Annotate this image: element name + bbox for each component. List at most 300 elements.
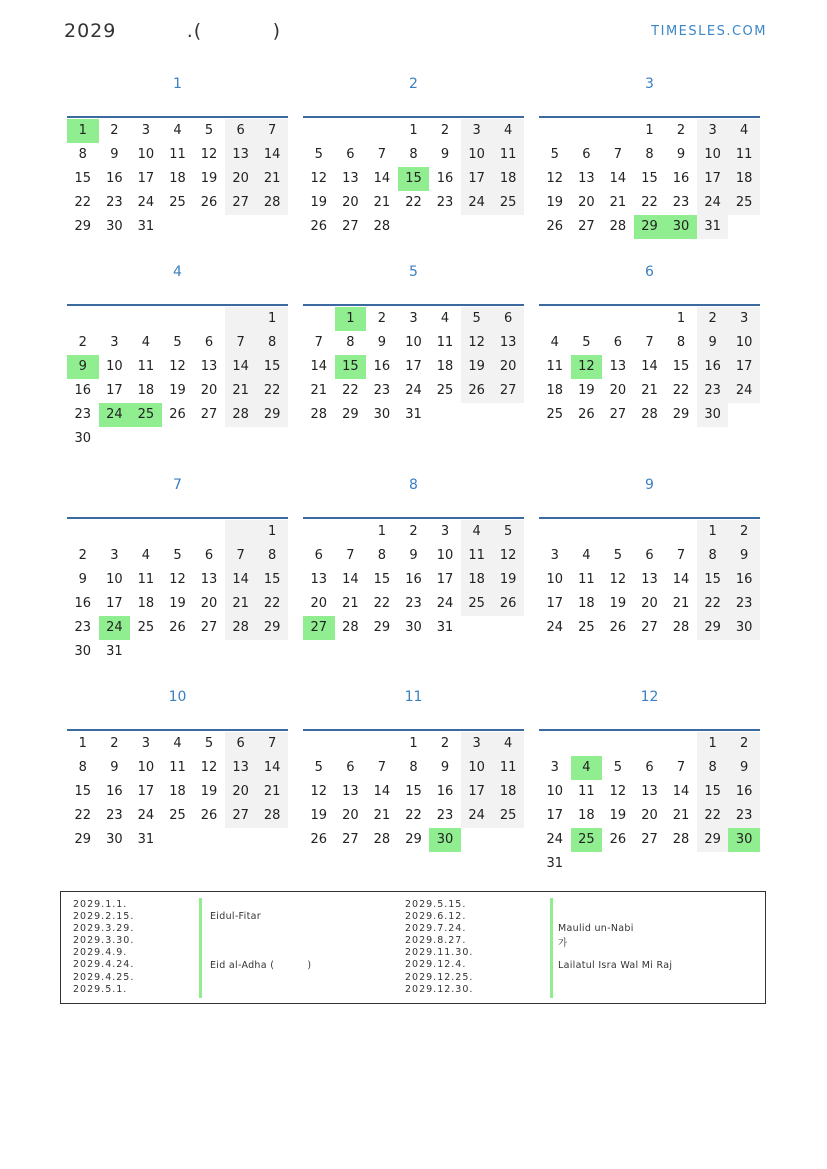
day-cell[interactable]: 29 <box>697 828 729 852</box>
day-cell[interactable]: 12 <box>492 544 524 568</box>
day-cell[interactable]: 27 <box>200 407 218 422</box>
day-cell[interactable]: 30 <box>74 644 92 659</box>
day-cell[interactable]: 14 <box>672 784 690 799</box>
day-cell[interactable]: 23 <box>697 379 729 403</box>
day-cell[interactable]: 19 <box>546 195 564 210</box>
day-cell[interactable]: 21 <box>225 592 257 616</box>
day-cell[interactable]: 18 <box>728 167 760 191</box>
day-cell[interactable]: 11 <box>461 544 493 568</box>
day-cell[interactable]: 29 <box>342 407 359 422</box>
day-cell[interactable]: 10 <box>106 359 123 374</box>
day-cell[interactable]: 21 <box>641 383 658 398</box>
day-cell[interactable]: 22 <box>697 592 729 616</box>
day-cell[interactable]: 3 <box>141 736 151 751</box>
day-cell[interactable]: 12 <box>310 171 328 186</box>
day-cell[interactable]: 9 <box>440 760 450 775</box>
day-cell[interactable]: 11 <box>169 760 186 775</box>
day-cell[interactable]: 13 <box>492 331 524 355</box>
day-cell[interactable]: 3 <box>141 123 151 138</box>
day-cell[interactable]: 27 <box>342 219 359 234</box>
day-cell[interactable]: 25 <box>728 191 760 215</box>
day-cell[interactable]: 9 <box>110 147 119 162</box>
day-cell[interactable]: 30 <box>697 403 729 427</box>
day-cell[interactable]: 16 <box>436 171 454 186</box>
day-cell[interactable]: 11 <box>436 335 454 350</box>
day-cell[interactable]: 27 <box>225 804 257 828</box>
day-cell[interactable]: 13 <box>225 756 257 780</box>
day-cell[interactable]: 9 <box>676 147 686 162</box>
day-cell[interactable]: 18 <box>492 167 524 191</box>
day-cell[interactable]: 4 <box>492 732 524 756</box>
day-cell[interactable]: 22 <box>641 195 658 210</box>
day-cell[interactable]: 3 <box>440 524 450 539</box>
day-cell[interactable]: 17 <box>436 572 454 587</box>
day-cell[interactable]: 26 <box>546 219 564 234</box>
day-cell[interactable]: 10 <box>546 572 564 587</box>
day-cell[interactable]: 8 <box>78 147 87 162</box>
day-cell[interactable]: 22 <box>405 195 422 210</box>
day-cell[interactable]: 27 <box>200 620 218 635</box>
day-cell[interactable]: 15 <box>74 784 92 799</box>
day-cell[interactable]: 5 <box>461 307 493 331</box>
day-cell[interactable]: 13 <box>200 359 218 374</box>
day-cell[interactable]: 22 <box>342 383 359 398</box>
day-cell[interactable]: 20 <box>225 780 257 804</box>
holiday-day-cell[interactable]: 30 <box>728 828 760 852</box>
day-cell[interactable]: 13 <box>310 572 328 587</box>
day-cell[interactable]: 17 <box>697 167 729 191</box>
day-cell[interactable]: 10 <box>461 143 493 167</box>
day-cell[interactable]: 17 <box>137 784 155 799</box>
day-cell[interactable]: 23 <box>672 195 690 210</box>
holiday-day-cell[interactable]: 24 <box>99 403 131 427</box>
day-cell[interactable]: 16 <box>405 572 422 587</box>
day-cell[interactable]: 10 <box>137 760 155 775</box>
day-cell[interactable]: 22 <box>74 195 92 210</box>
day-cell[interactable]: 16 <box>74 383 92 398</box>
day-cell[interactable]: 9 <box>697 331 729 355</box>
day-cell[interactable]: 19 <box>169 383 186 398</box>
day-cell[interactable]: 25 <box>137 620 155 635</box>
day-cell[interactable]: 8 <box>346 335 355 350</box>
day-cell[interactable]: 27 <box>609 407 627 422</box>
day-cell[interactable]: 10 <box>405 335 422 350</box>
day-cell[interactable]: 17 <box>405 359 422 374</box>
day-cell[interactable]: 31 <box>697 215 729 239</box>
day-cell[interactable]: 21 <box>225 379 257 403</box>
day-cell[interactable]: 24 <box>461 191 493 215</box>
day-cell[interactable]: 19 <box>200 171 218 186</box>
day-cell[interactable]: 14 <box>373 171 391 186</box>
day-cell[interactable]: 23 <box>106 195 123 210</box>
day-cell[interactable]: 17 <box>106 383 123 398</box>
day-cell[interactable]: 1 <box>697 520 729 544</box>
day-cell[interactable]: 16 <box>672 171 690 186</box>
day-cell[interactable]: 12 <box>200 760 218 775</box>
day-cell[interactable]: 19 <box>169 596 186 611</box>
day-cell[interactable]: 18 <box>169 171 186 186</box>
day-cell[interactable]: 8 <box>256 331 288 355</box>
day-cell[interactable]: 18 <box>169 784 186 799</box>
day-cell[interactable]: 3 <box>550 548 559 563</box>
day-cell[interactable]: 29 <box>373 620 391 635</box>
day-cell[interactable]: 26 <box>169 407 186 422</box>
day-cell[interactable]: 9 <box>110 760 119 775</box>
day-cell[interactable]: 17 <box>728 355 760 379</box>
day-cell[interactable]: 8 <box>409 147 418 162</box>
day-cell[interactable]: 25 <box>492 191 524 215</box>
day-cell[interactable]: 25 <box>169 195 186 210</box>
day-cell[interactable]: 16 <box>697 355 729 379</box>
day-cell[interactable]: 24 <box>436 596 454 611</box>
day-cell[interactable]: 4 <box>440 311 450 326</box>
day-cell[interactable]: 28 <box>672 832 690 847</box>
day-cell[interactable]: 29 <box>697 616 729 640</box>
day-cell[interactable]: 2 <box>440 123 450 138</box>
day-cell[interactable]: 19 <box>609 596 627 611</box>
day-cell[interactable]: 6 <box>204 548 214 563</box>
day-cell[interactable]: 3 <box>110 335 119 350</box>
day-cell[interactable]: 11 <box>169 147 186 162</box>
day-cell[interactable]: 25 <box>169 808 186 823</box>
day-cell[interactable]: 30 <box>373 407 391 422</box>
day-cell[interactable]: 31 <box>546 856 564 871</box>
day-cell[interactable]: 7 <box>256 732 288 756</box>
day-cell[interactable]: 26 <box>492 592 524 616</box>
day-cell[interactable]: 6 <box>582 147 591 162</box>
day-cell[interactable]: 5 <box>492 520 524 544</box>
day-cell[interactable]: 27 <box>641 620 658 635</box>
day-cell[interactable]: 21 <box>310 383 328 398</box>
day-cell[interactable]: 2 <box>728 520 760 544</box>
day-cell[interactable]: 18 <box>546 383 564 398</box>
day-cell[interactable]: 7 <box>346 548 355 563</box>
day-cell[interactable]: 9 <box>728 544 760 568</box>
day-cell[interactable]: 29 <box>256 403 288 427</box>
day-cell[interactable]: 28 <box>373 219 391 234</box>
day-cell[interactable]: 16 <box>106 171 123 186</box>
day-cell[interactable]: 20 <box>310 596 328 611</box>
day-cell[interactable]: 2 <box>409 524 418 539</box>
day-cell[interactable]: 29 <box>405 832 422 847</box>
day-cell[interactable]: 14 <box>342 572 359 587</box>
day-cell[interactable]: 7 <box>225 331 257 355</box>
day-cell[interactable]: 8 <box>377 548 387 563</box>
day-cell[interactable]: 11 <box>578 784 595 799</box>
day-cell[interactable]: 20 <box>492 355 524 379</box>
day-cell[interactable]: 16 <box>728 568 760 592</box>
day-cell[interactable]: 26 <box>200 808 218 823</box>
day-cell[interactable]: 20 <box>609 383 627 398</box>
day-cell[interactable]: 29 <box>672 407 690 422</box>
day-cell[interactable]: 11 <box>137 572 155 587</box>
day-cell[interactable]: 22 <box>373 596 391 611</box>
day-cell[interactable]: 19 <box>310 808 328 823</box>
day-cell[interactable]: 7 <box>377 147 387 162</box>
day-cell[interactable]: 18 <box>492 780 524 804</box>
day-cell[interactable]: 7 <box>314 335 323 350</box>
day-cell[interactable]: 31 <box>137 219 155 234</box>
day-cell[interactable]: 18 <box>436 359 454 374</box>
day-cell[interactable]: 11 <box>546 359 564 374</box>
day-cell[interactable]: 3 <box>461 119 493 143</box>
day-cell[interactable]: 7 <box>377 760 387 775</box>
day-cell[interactable]: 15 <box>672 359 690 374</box>
day-cell[interactable]: 25 <box>461 592 493 616</box>
day-cell[interactable]: 24 <box>461 804 493 828</box>
day-cell[interactable]: 30 <box>74 431 92 446</box>
day-cell[interactable]: 12 <box>169 359 186 374</box>
day-cell[interactable]: 22 <box>256 592 288 616</box>
day-cell[interactable]: 24 <box>137 195 155 210</box>
day-cell[interactable]: 6 <box>204 335 214 350</box>
day-cell[interactable]: 5 <box>314 147 323 162</box>
day-cell[interactable]: 19 <box>609 808 627 823</box>
day-cell[interactable]: 24 <box>546 620 564 635</box>
day-cell[interactable]: 24 <box>728 379 760 403</box>
day-cell[interactable]: 20 <box>342 195 359 210</box>
day-cell[interactable]: 14 <box>672 572 690 587</box>
day-cell[interactable]: 17 <box>137 171 155 186</box>
day-cell[interactable]: 2 <box>728 732 760 756</box>
day-cell[interactable]: 15 <box>74 171 92 186</box>
day-cell[interactable]: 10 <box>461 756 493 780</box>
day-cell[interactable]: 10 <box>728 331 760 355</box>
day-cell[interactable]: 23 <box>74 620 92 635</box>
day-cell[interactable]: 5 <box>204 736 214 751</box>
day-cell[interactable]: 6 <box>314 548 323 563</box>
day-cell[interactable]: 13 <box>641 572 658 587</box>
day-cell[interactable]: 21 <box>373 195 391 210</box>
day-cell[interactable]: 10 <box>436 548 454 563</box>
day-cell[interactable]: 24 <box>405 383 422 398</box>
day-cell[interactable]: 21 <box>672 808 690 823</box>
day-cell[interactable]: 5 <box>613 760 623 775</box>
holiday-day-cell[interactable]: 1 <box>67 119 99 143</box>
day-cell[interactable]: 4 <box>550 335 559 350</box>
day-cell[interactable]: 16 <box>74 596 92 611</box>
day-cell[interactable]: 11 <box>137 359 155 374</box>
day-cell[interactable]: 10 <box>106 572 123 587</box>
day-cell[interactable]: 19 <box>492 568 524 592</box>
day-cell[interactable]: 23 <box>106 808 123 823</box>
day-cell[interactable]: 2 <box>110 736 119 751</box>
day-cell[interactable]: 6 <box>492 307 524 331</box>
day-cell[interactable]: 21 <box>342 596 359 611</box>
day-cell[interactable]: 2 <box>78 335 87 350</box>
day-cell[interactable]: 9 <box>409 548 418 563</box>
day-cell[interactable]: 14 <box>225 568 257 592</box>
day-cell[interactable]: 5 <box>173 548 182 563</box>
day-cell[interactable]: 9 <box>728 756 760 780</box>
day-cell[interactable]: 22 <box>697 804 729 828</box>
day-cell[interactable]: 15 <box>256 568 288 592</box>
day-cell[interactable]: 28 <box>373 832 391 847</box>
holiday-day-cell[interactable]: 9 <box>67 355 99 379</box>
day-cell[interactable]: 13 <box>578 171 595 186</box>
day-cell[interactable]: 12 <box>200 147 218 162</box>
day-cell[interactable]: 16 <box>728 780 760 804</box>
day-cell[interactable]: 28 <box>641 407 658 422</box>
day-cell[interactable]: 31 <box>106 644 123 659</box>
day-cell[interactable]: 25 <box>436 383 454 398</box>
day-cell[interactable]: 17 <box>546 808 564 823</box>
day-cell[interactable]: 3 <box>550 760 559 775</box>
holiday-day-cell[interactable]: 15 <box>398 167 430 191</box>
day-cell[interactable]: 18 <box>578 808 595 823</box>
day-cell[interactable]: 1 <box>377 524 387 539</box>
day-cell[interactable]: 23 <box>436 195 454 210</box>
day-cell[interactable]: 15 <box>405 784 422 799</box>
day-cell[interactable]: 4 <box>461 520 493 544</box>
day-cell[interactable]: 13 <box>609 359 627 374</box>
day-cell[interactable]: 17 <box>461 780 493 804</box>
day-cell[interactable]: 1 <box>78 736 87 751</box>
day-cell[interactable]: 12 <box>609 572 627 587</box>
day-cell[interactable]: 4 <box>141 548 151 563</box>
day-cell[interactable]: 23 <box>74 407 92 422</box>
day-cell[interactable]: 23 <box>436 808 454 823</box>
day-cell[interactable]: 4 <box>582 548 591 563</box>
holiday-day-cell[interactable]: 12 <box>571 355 603 379</box>
day-cell[interactable]: 21 <box>672 596 690 611</box>
day-cell[interactable]: 16 <box>373 359 391 374</box>
day-cell[interactable]: 27 <box>492 379 524 403</box>
day-cell[interactable]: 21 <box>373 808 391 823</box>
day-cell[interactable]: 9 <box>78 572 87 587</box>
day-cell[interactable]: 24 <box>137 808 155 823</box>
day-cell[interactable]: 27 <box>578 219 595 234</box>
day-cell[interactable]: 22 <box>74 808 92 823</box>
day-cell[interactable]: 29 <box>74 219 92 234</box>
day-cell[interactable]: 29 <box>256 616 288 640</box>
day-cell[interactable]: 8 <box>676 335 686 350</box>
day-cell[interactable]: 15 <box>641 171 658 186</box>
day-cell[interactable]: 25 <box>578 620 595 635</box>
day-cell[interactable]: 12 <box>169 572 186 587</box>
day-cell[interactable]: 1 <box>697 732 729 756</box>
day-cell[interactable]: 13 <box>342 784 359 799</box>
holiday-day-cell[interactable]: 27 <box>303 616 335 640</box>
day-cell[interactable]: 3 <box>697 119 729 143</box>
day-cell[interactable]: 6 <box>613 335 623 350</box>
day-cell[interactable]: 3 <box>728 307 760 331</box>
day-cell[interactable]: 14 <box>310 359 328 374</box>
day-cell[interactable]: 31 <box>137 832 155 847</box>
day-cell[interactable]: 26 <box>200 195 218 210</box>
day-cell[interactable]: 26 <box>310 832 328 847</box>
holiday-day-cell[interactable]: 25 <box>130 403 162 427</box>
day-cell[interactable]: 8 <box>409 760 418 775</box>
day-cell[interactable]: 25 <box>492 804 524 828</box>
day-cell[interactable]: 26 <box>461 379 493 403</box>
day-cell[interactable]: 17 <box>106 596 123 611</box>
day-cell[interactable]: 4 <box>492 119 524 143</box>
day-cell[interactable]: 12 <box>310 784 328 799</box>
day-cell[interactable]: 15 <box>373 572 391 587</box>
day-cell[interactable]: 12 <box>609 784 627 799</box>
day-cell[interactable]: 14 <box>225 355 257 379</box>
day-cell[interactable]: 4 <box>173 736 182 751</box>
brand-logo[interactable]: TIMESLES.COM <box>651 24 767 39</box>
day-cell[interactable]: 2 <box>440 736 450 751</box>
day-cell[interactable]: 24 <box>546 832 564 847</box>
day-cell[interactable]: 8 <box>645 147 654 162</box>
day-cell[interactable]: 14 <box>373 784 391 799</box>
day-cell[interactable]: 10 <box>546 784 564 799</box>
day-cell[interactable]: 27 <box>641 832 658 847</box>
day-cell[interactable]: 30 <box>405 620 422 635</box>
day-cell[interactable]: 19 <box>310 195 328 210</box>
day-cell[interactable]: 6 <box>645 760 654 775</box>
holiday-day-cell[interactable]: 15 <box>335 355 367 379</box>
day-cell[interactable]: 16 <box>106 784 123 799</box>
day-cell[interactable]: 6 <box>346 147 355 162</box>
day-cell[interactable]: 1 <box>256 520 288 544</box>
day-cell[interactable]: 28 <box>342 620 359 635</box>
day-cell[interactable]: 14 <box>641 359 658 374</box>
day-cell[interactable]: 29 <box>74 832 92 847</box>
day-cell[interactable]: 2 <box>377 311 387 326</box>
day-cell[interactable]: 7 <box>676 548 686 563</box>
day-cell[interactable]: 24 <box>697 191 729 215</box>
day-cell[interactable]: 19 <box>200 784 218 799</box>
day-cell[interactable]: 11 <box>728 143 760 167</box>
day-cell[interactable]: 17 <box>546 596 564 611</box>
holiday-day-cell[interactable]: 29 <box>634 215 666 239</box>
day-cell[interactable]: 11 <box>578 572 595 587</box>
day-cell[interactable]: 22 <box>256 379 288 403</box>
day-cell[interactable]: 15 <box>697 780 729 804</box>
day-cell[interactable]: 23 <box>373 383 391 398</box>
day-cell[interactable]: 7 <box>676 760 686 775</box>
day-cell[interactable]: 10 <box>697 143 729 167</box>
day-cell[interactable]: 20 <box>342 808 359 823</box>
day-cell[interactable]: 13 <box>200 572 218 587</box>
day-cell[interactable]: 18 <box>461 568 493 592</box>
holiday-day-cell[interactable]: 25 <box>571 828 603 852</box>
day-cell[interactable]: 15 <box>256 355 288 379</box>
holiday-day-cell[interactable]: 1 <box>335 307 367 331</box>
day-cell[interactable]: 6 <box>645 548 654 563</box>
day-cell[interactable]: 14 <box>256 756 288 780</box>
day-cell[interactable]: 21 <box>256 780 288 804</box>
day-cell[interactable]: 3 <box>110 548 119 563</box>
day-cell[interactable]: 16 <box>436 784 454 799</box>
day-cell[interactable]: 5 <box>550 147 559 162</box>
day-cell[interactable]: 3 <box>461 732 493 756</box>
day-cell[interactable]: 26 <box>609 832 627 847</box>
day-cell[interactable]: 1 <box>645 123 654 138</box>
holiday-day-cell[interactable]: 4 <box>571 756 603 780</box>
holiday-day-cell[interactable]: 30 <box>665 215 697 239</box>
day-cell[interactable]: 27 <box>225 191 257 215</box>
day-cell[interactable]: 22 <box>672 383 690 398</box>
day-cell[interactable]: 12 <box>461 331 493 355</box>
day-cell[interactable]: 9 <box>440 147 450 162</box>
day-cell[interactable]: 7 <box>256 119 288 143</box>
day-cell[interactable]: 1 <box>409 123 418 138</box>
day-cell[interactable]: 20 <box>641 808 658 823</box>
day-cell[interactable]: 10 <box>137 147 155 162</box>
day-cell[interactable]: 27 <box>342 832 359 847</box>
day-cell[interactable]: 12 <box>546 171 564 186</box>
day-cell[interactable]: 14 <box>609 171 627 186</box>
day-cell[interactable]: 20 <box>225 167 257 191</box>
day-cell[interactable]: 18 <box>137 596 155 611</box>
day-cell[interactable]: 21 <box>609 195 627 210</box>
day-cell[interactable]: 11 <box>492 756 524 780</box>
